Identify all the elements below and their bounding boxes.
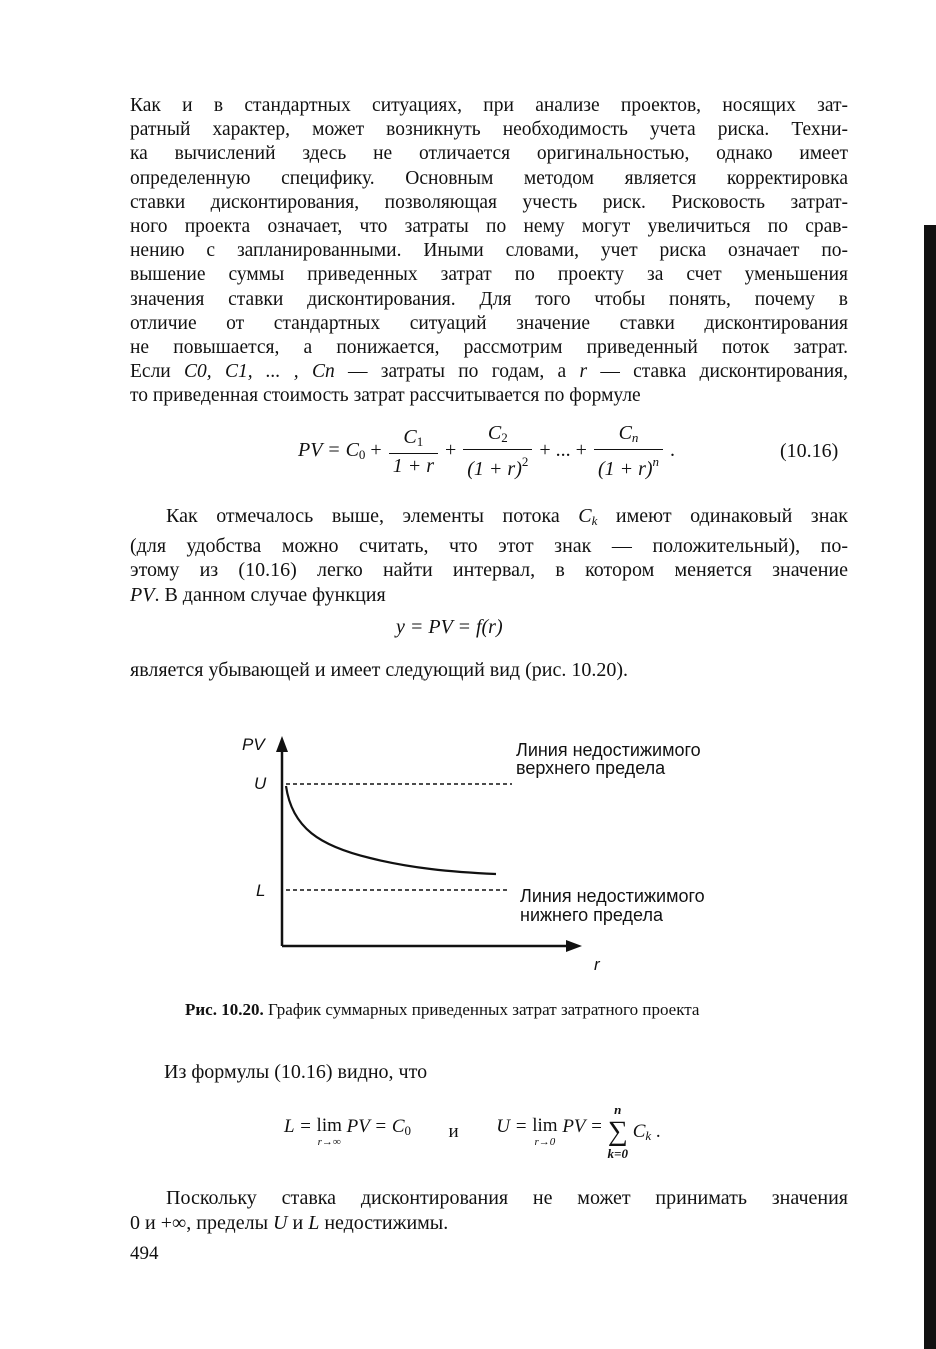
formula-u-rhs: PV = (562, 1116, 603, 1137)
lim-under: r→0 (534, 1136, 556, 1148)
ellipsis: + ... + (539, 439, 587, 462)
plus-sign: + (444, 439, 457, 462)
pv-curve (286, 786, 496, 874)
text-fragment: — затраты по годам, а (348, 361, 567, 383)
y-axis-arrow (276, 736, 288, 752)
sum-term: C (632, 1120, 646, 1142)
fraction-1 (389, 426, 438, 478)
denominator: 1 + r (392, 454, 434, 477)
variable-u: U (273, 1212, 288, 1234)
plus-sign: + (370, 439, 382, 462)
caption-text: График суммарных приведенных затрат затратного проекта (267, 1000, 700, 1019)
text-fragment: имеют одинаковый знак (615, 505, 848, 527)
variable-list: C0, C1, ... , Cn (184, 361, 335, 383)
period: . (670, 439, 676, 462)
lower-label: L (256, 881, 266, 900)
page-number: 494 (130, 1243, 159, 1264)
text-line: (для удобства можно считать, что этот знак — положительный), по- (130, 534, 848, 557)
text-fragment: Если (130, 361, 171, 383)
text-line: нению с запланированными. Иными словами, учет риска означает по- (130, 240, 848, 262)
text-fragment: и (292, 1212, 304, 1234)
denominator: (1 + r) (467, 458, 522, 480)
paragraph-1 (130, 94, 848, 409)
text-line (130, 1211, 848, 1236)
subscript: 0 (358, 447, 366, 463)
caption-prefix: Рис. 10.20. (185, 1000, 264, 1019)
numerator: C (487, 422, 502, 444)
text-line (130, 360, 848, 384)
sum-operator (608, 1102, 628, 1162)
text-line: ного проекта означает, что затраты по нему могут увеличиться по срав- (130, 216, 848, 238)
text-line (130, 583, 848, 608)
equation-number: (10.16) (780, 440, 839, 462)
superscript: 2 (521, 454, 529, 469)
subscript: 1 (416, 433, 424, 449)
formula-limits (284, 1102, 661, 1162)
text-line (130, 504, 848, 534)
lim-text: lim (316, 1115, 342, 1136)
sum-symbol: ∑ (607, 1116, 628, 1147)
text-line: значения ставки дисконтирования. Для того чтобы понять, почему в (130, 288, 848, 310)
variable-r: r (579, 361, 588, 383)
formula-u-lhs: U = (496, 1116, 528, 1137)
text-fragment: Как отмечалось выше, элементы потока (166, 505, 560, 527)
limit-operator (317, 1116, 342, 1148)
text-line: отличие от стандартных ситуаций значение ставки дисконтирования (130, 312, 848, 334)
subscript: k (645, 1127, 652, 1143)
variable-l: L (308, 1212, 320, 1234)
numerator: C (403, 425, 417, 448)
margin-bar (924, 225, 936, 1349)
subscript: 0 (404, 1123, 412, 1138)
formula-function: y = PV = f(r) (396, 616, 503, 638)
figure-graph (230, 728, 770, 978)
text-line: ставки дисконтирования, позволяющая учесть риск. Рисковость затрат- (130, 191, 848, 213)
denominator: (1 + r) (597, 458, 653, 480)
sum-lower: k=0 (607, 1146, 628, 1161)
text-fragment: 0 и +∞, пределы (130, 1212, 269, 1234)
x-axis-arrow (566, 940, 582, 952)
text-line: Как и в стандартных ситуациях, при анализе проектов, носящих зат- (130, 95, 848, 116)
sum-upper: n (614, 1102, 622, 1117)
fraction-2 (463, 422, 532, 481)
text-fragment: — ставка дисконтирования, (600, 361, 848, 383)
upper-label: U (254, 774, 267, 793)
text-line: не повышается, а понижается, рассмотрим приведенный поток затрат. (130, 337, 848, 359)
text-fragment: недостижимы. (324, 1212, 449, 1234)
paragraph-5 (130, 1186, 848, 1236)
y-axis-label: PV (242, 735, 265, 754)
superscript: n (652, 454, 660, 469)
lower-note-line1: Линия недостижимого (520, 886, 705, 906)
conjunction: и (448, 1121, 459, 1142)
period: . (655, 1120, 661, 1142)
variable-pv: PV (130, 583, 155, 606)
text-line: ратный характер, может возникнуть необходимость учета риска. Техни- (130, 119, 848, 141)
formula-10-16 (298, 422, 675, 481)
formula-lhs: PV = C (298, 439, 359, 462)
lim-under: r→∞ (317, 1136, 341, 1148)
text-line: то приведенная стоимость затрат рассчитывается по формуле (130, 385, 641, 407)
figure-caption (185, 1000, 699, 1020)
lower-note-line2: нижнего предела (520, 905, 663, 925)
upper-note-line2: верхнего предела (516, 758, 666, 778)
paragraph-3 (130, 658, 848, 682)
text-line: определенную специфику. Основным методом является корректировка (130, 167, 848, 189)
subscript: 2 (501, 430, 508, 445)
text-line: вышение суммы приведенных затрат по проекту за счет уменьшения (130, 264, 848, 286)
text-line: этому из (10.16) легко найти интервал, в котором меняется значение (130, 559, 848, 581)
formula-l-rhs: PV = C (346, 1116, 405, 1137)
subscript: n (631, 430, 639, 445)
formula-l-lhs: L = (284, 1116, 312, 1137)
text-line: является убывающей и имеет следующий вид (рис. 10.20). (130, 659, 628, 681)
x-axis-label: r (594, 955, 600, 974)
text-line: ка вычислений здесь не отличается оригинальностью, однако имеет (130, 143, 848, 165)
limit-operator (532, 1116, 557, 1148)
text-fragment: . В данном случае функция (154, 583, 386, 606)
text-line: Из формулы (10.16) видно, что (164, 1061, 428, 1083)
paragraph-2 (130, 504, 848, 607)
paragraph-4 (164, 1060, 882, 1084)
text-line: Поскольку ставка дисконтирования не может принимать значения (166, 1187, 848, 1209)
variable-c: C (578, 505, 592, 527)
lim-text: lim (532, 1115, 558, 1136)
fraction-n (594, 422, 663, 481)
subscript: k (591, 513, 598, 528)
numerator: C (618, 422, 632, 444)
upper-note-line1: Линия недостижимого (516, 740, 701, 760)
